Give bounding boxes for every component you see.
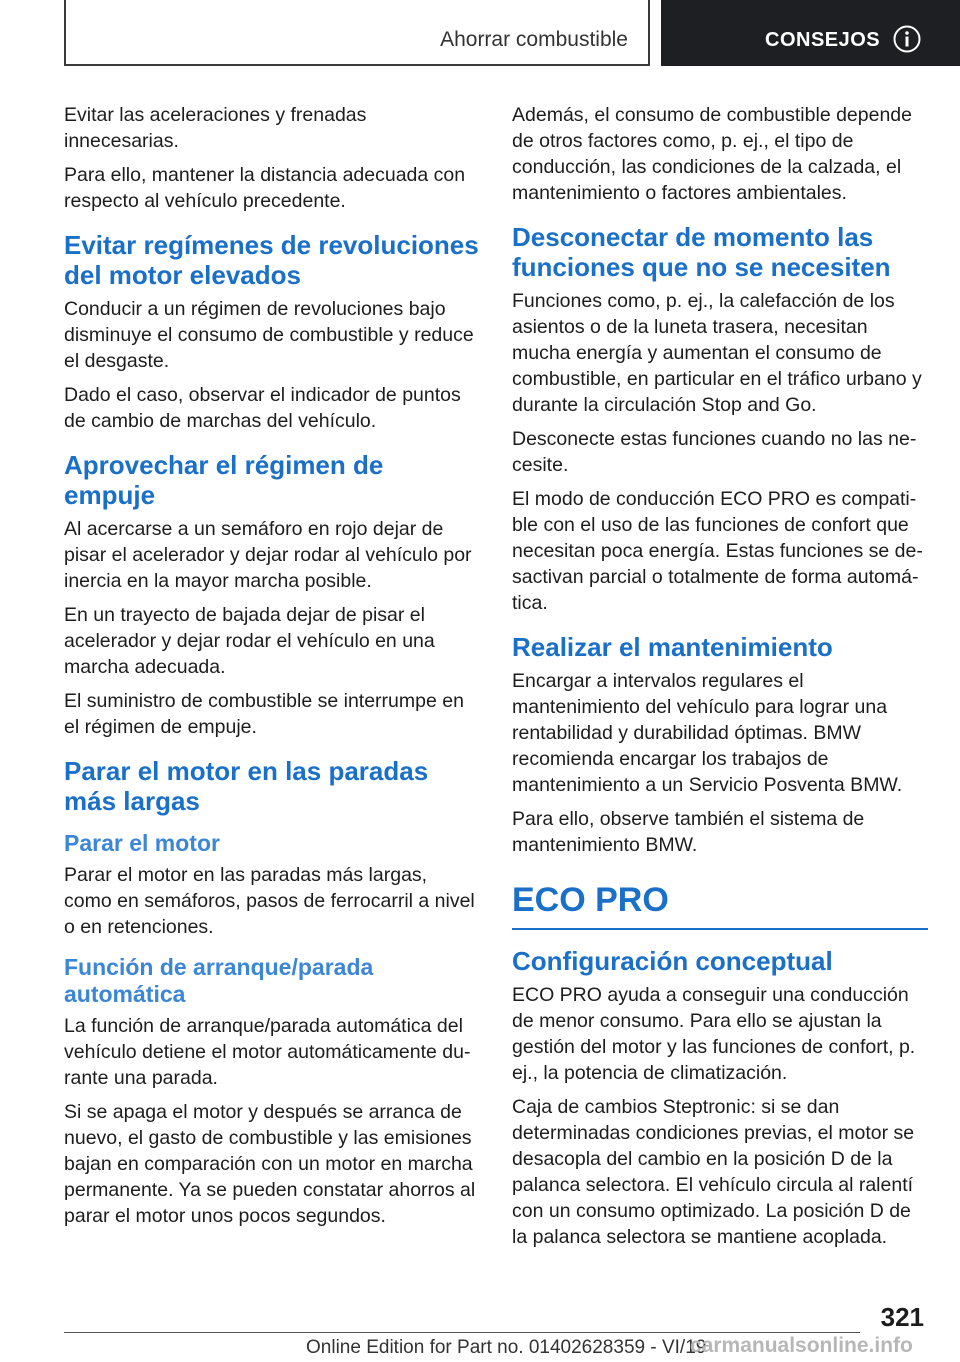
paragraph: El modo de conducción ECO PRO es compatible con el uso de las funciones de confort que necesitan poca energía. Estas funciones se desactivan parcial o totalmente de forma automática. [512, 488, 923, 614]
paragraph: Para ello, mantener la distancia adecuada con respecto al vehículo precedente. [64, 164, 466, 212]
paragraph: ECO PRO ayuda a conseguir una conducción de menor consumo. Para ello se ajustan la gestión del motor y las funciones de confort, p. ej., la potencia de climatización. [512, 984, 916, 1084]
paragraph: Caja de cambios Steptronic: si se dan determinadas condiciones previas, el motor se desacopla del cambio en la posición D de la palanca selectora. El vehículo circula al ralentí con un consumo optimizado. La posición D de la palanca selectora se mantiene acoplada. [512, 1096, 915, 1248]
chapter-heading-eco-pro: ECO PRO [512, 880, 928, 930]
paragraph: Al acercarse a un semáforo en rojo dejar de pisar el acelerador y dejar rodar al vehículo por inercia en la mayor marcha posible. [64, 518, 472, 592]
paragraph: En un trayecto de bajada dejar de pisar el acelerador y dejar rodar el vehículo en una marcha adecuada. [64, 604, 435, 678]
footer-divider [64, 1332, 860, 1333]
paragraph: Si se apaga el motor y después se arranca de nuevo, el gasto de combustible y las emisiones bajan en comparación con un motor en marcha permanente. Ya se pueden constatar ahorros al parar el motor unos pocos segundos. [64, 1101, 476, 1227]
paragraph: Para ello, observe también el sistema de mantenimiento BMW. [512, 808, 865, 856]
section-box [64, 0, 650, 66]
heading-revoluciones: Evitar regímenes de revoluciones del motor elevados [64, 230, 479, 290]
page-number: 321 [880, 1302, 924, 1332]
paragraph: Además, el consumo de combustible depende de otros factores como, p. ej., el tipo de conducción, las condiciones de la calzada, el mantenimiento o factores ambientales. [512, 104, 912, 204]
right-column [512, 102, 928, 1258]
heading-paradas: Parar el motor en las paradas más largas [64, 756, 429, 816]
heading-configuracion: Configuración conceptual [512, 946, 833, 976]
heading-desconectar: Desconectar de momento las funciones que no se necesiten [512, 222, 891, 282]
paragraph: El suministro de combustible se interrumpe en el régimen de empuje. [64, 690, 464, 738]
watermark: carmanualsonline.info [690, 1334, 913, 1357]
paragraph: Dado el caso, observar el indicador de puntos de cambio de marchas del vehículo. [64, 384, 461, 432]
paragraph: Funciones como, p. ej., la calefacción de los asientos o de la luneta trasera, necesitan mucha energía y aumentan el consumo de combustible, en particular en el tráfico urbano y durante la circulación Stop and Go. [512, 290, 922, 416]
info-icon [892, 24, 922, 54]
paragraph: Conducir a un régimen de revoluciones bajo disminuye el consumo de combustible y reduce el desgaste. [64, 298, 474, 372]
chapter-box [661, 0, 960, 66]
edition-note: Online Edition for Part no. 01402628359 - VI/19 [306, 1337, 707, 1358]
section-title: Ahorrar combustible [440, 28, 628, 51]
subheading-parar-motor: Parar el motor [64, 830, 220, 856]
paragraph: Encargar a intervalos regulares el mantenimiento del vehículo para lograr una rentabilidad y durabilidad óptimas. BMW recomienda encargar los trabajos de mantenimiento a un Servicio Posventa BMW. [512, 670, 903, 796]
paragraph: La función de arranque/parada automática del vehículo detiene el motor automáticamente durante una parada. [64, 1015, 471, 1089]
page-header [0, 0, 960, 66]
paragraph: Desconecte estas funciones cuando no las necesite. [512, 428, 917, 476]
paragraph: Evitar las aceleraciones y frenadas innecesarias. [64, 104, 367, 152]
heading-empuje: Aprovechar el régimen de empuje [64, 450, 384, 510]
paragraph: Parar el motor en las paradas más largas, como en semáforos, pasos de ferrocarril a nivel o en retenciones. [64, 864, 475, 938]
left-column [64, 102, 480, 1237]
chapter-title: CONSEJOS [765, 29, 881, 51]
heading-mantenimiento: Realizar el mantenimiento [512, 632, 833, 662]
subheading-arranque-parada: Función de arranque/parada automática [64, 954, 374, 1007]
